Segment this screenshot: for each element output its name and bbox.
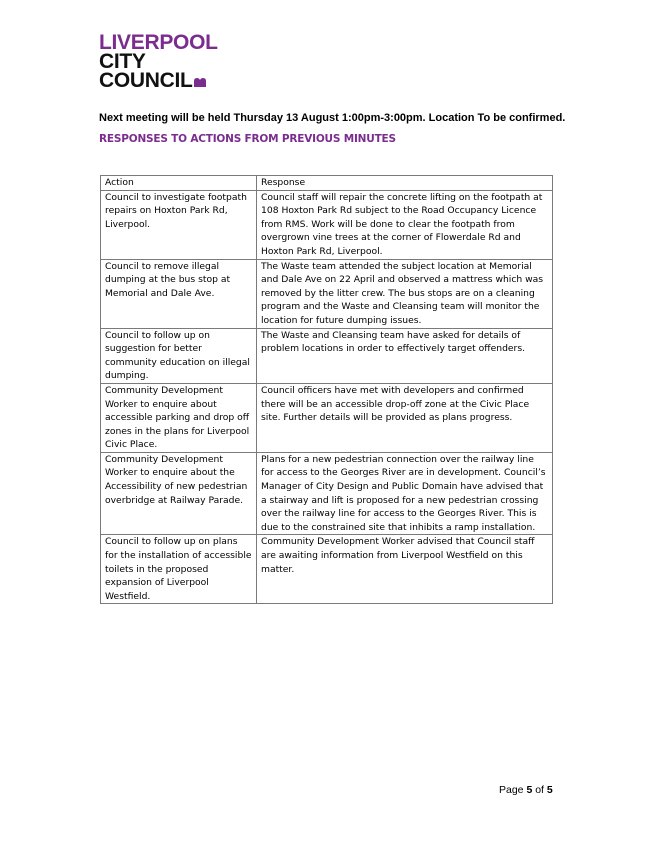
header-action: Action [101,176,257,191]
response-cell: The Waste team attended the subject location at Memorial and Dale Ave on 22 April and observed a mattress which was removed by the litter crew. The bus stops are on a cleaning program and the Waste and Cleansing team will monitor the location for future dumping issues. [257,259,553,328]
actions-table [100,175,553,604]
footer-page-word: Page [499,784,524,796]
logo-line-1: LIVERPOOL [99,31,218,54]
table-row [101,190,553,259]
page-number [499,784,553,796]
action-cell: Council to remove illegal dumping at the bus stop at Memorial and Dale Ave. [101,259,257,328]
logo-line-2: CITY [99,50,146,73]
response-cell: Council officers have met with developers and confirmed there will be an accessible drop-off zone at the Civic Place site. Further details will be provided as plans progress. [257,383,553,452]
next-meeting-note: Next meeting will be held Thursday 13 August 1:00pm-3:00pm. Location To be confirmed. [99,112,566,124]
action-cell: Community Development Worker to enquire about accessible parking and drop off zones in the plans for Liverpool Civic Place. [101,383,257,452]
response-cell: The Waste and Cleansing team have asked for details of problem locations in order to effectively target offenders. [257,328,553,383]
response-cell: Council staff will repair the concrete lifting on the footpath at 108 Hoxton Park Rd subject to the Road Occupancy Licence from RMS. Work will be done to clear the footpath from overgrown vine trees at the corner of Flowerdale Rd and Hoxton Park Rd, Liverpool. [257,190,553,259]
footer-current-page: 5 [526,784,533,796]
response-cell: Community Development Worker advised that Council staff are awaiting information from Liverpool Westfield on this matter. [257,535,553,604]
footer-of-word: of [535,784,544,796]
response-cell: Plans for a new pedestrian connection over the railway line for access to the Georges River are in development. Council’s Manager of City Design and Public Domain have advised that a stairway and lift is proposed for a new pedestrian crossing over the railway line for access to the Georges River. This is due to the constrained site that inhibits a ramp installation. [257,452,553,535]
logo-line-3 [99,71,218,90]
table-row [101,535,553,604]
action-cell: Community Development Worker to enquire about the Accessibility of new pedestrian overbridge at Railway Parade. [101,452,257,535]
action-cell: Council to follow up on suggestion for better community education on illegal dumping. [101,328,257,383]
action-cell: Council to follow up on plans for the installation of accessible toilets in the proposed expansion of Liverpool Westfield. [101,535,257,604]
liverpool-city-council-logo [99,33,218,90]
footer-total-pages: 5 [546,784,553,796]
table-row [101,328,553,383]
heart-icon [194,78,206,87]
table-row [101,383,553,452]
logo-line-3-text: COUNCIL [99,69,193,92]
table-row [101,452,553,535]
table-header-row [101,176,553,191]
section-title: RESPONSES TO ACTIONS FROM PREVIOUS MINUTES [99,133,396,145]
table-row [101,259,553,328]
header-response: Response [257,176,553,191]
action-cell: Council to investigate footpath repairs on Hoxton Park Rd, Liverpool. [101,190,257,259]
